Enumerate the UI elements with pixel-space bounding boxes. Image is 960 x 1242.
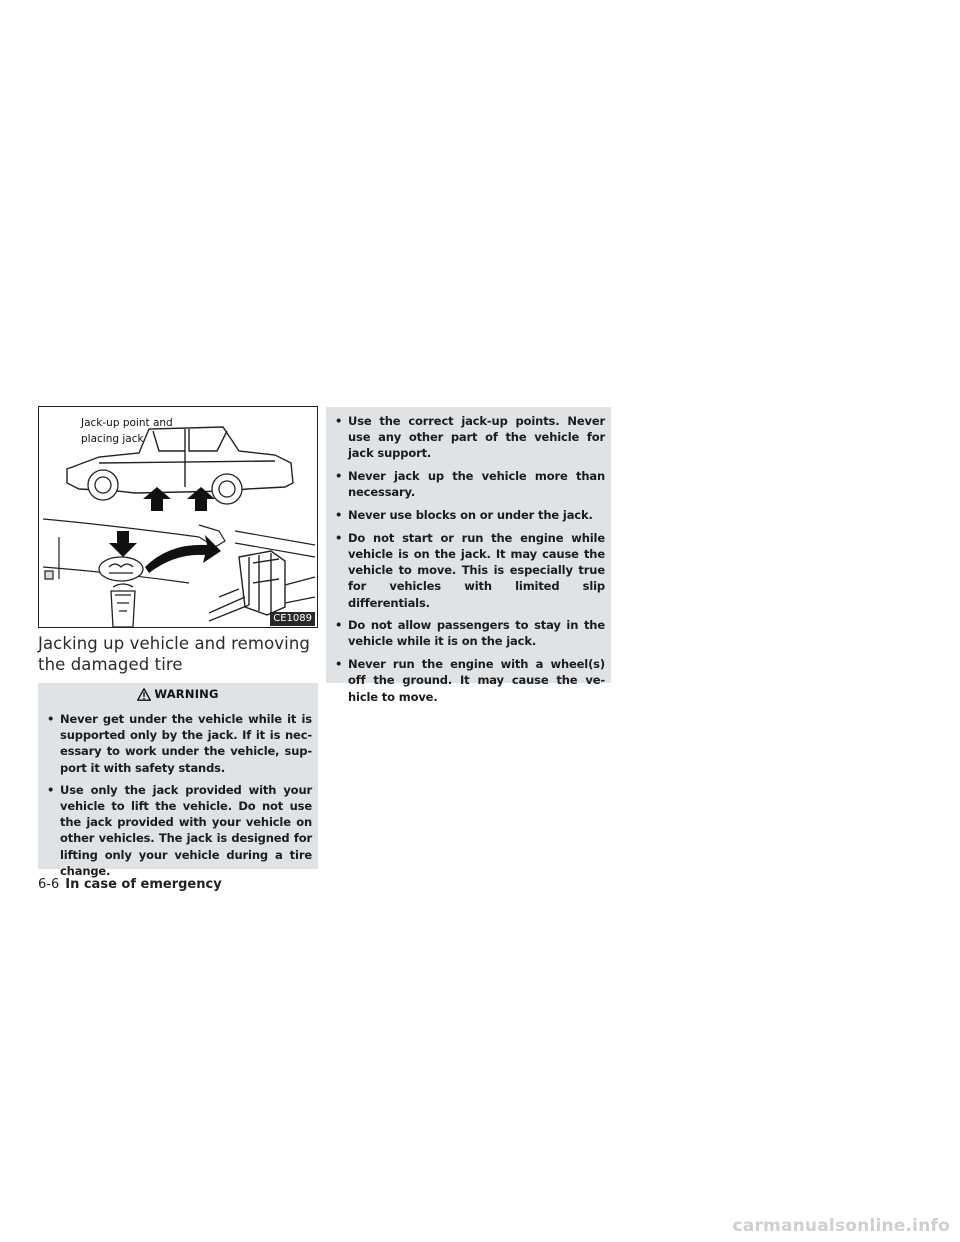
- list-item: • Never run the engine with a wheel(s) off the ground. It may cause the ve-hicle to move.: [334, 656, 605, 705]
- jack-small: [111, 584, 135, 627]
- chapter-title: In case of emergency: [65, 877, 222, 892]
- list-item: • Never jack up the vehicle more than necessary.: [334, 468, 605, 500]
- jack-point-detail: [99, 557, 143, 581]
- page-footer: [38, 877, 222, 892]
- warning-list-left: [38, 711, 318, 879]
- down-arrow: [109, 531, 137, 557]
- warning-box-right: [326, 407, 611, 704]
- list-item: • Do not start or run the engine while vehicle is on the jack. It may cause the vehicle to move. This is especially true for vehicles with limited slip differentials.: [334, 530, 605, 611]
- figure-code: CE1089: [270, 612, 315, 626]
- list-item: • Do not allow passengers to stay in the vehicle while it is on the jack.: [334, 617, 605, 649]
- jack-large: [209, 551, 315, 621]
- figure-caption: Jack-up point and placing jack: [81, 417, 173, 445]
- curved-arrow: [145, 535, 221, 573]
- warning-box-left: [38, 683, 318, 878]
- warning-label: WARNING: [154, 687, 219, 701]
- warning-list-right: [326, 408, 611, 705]
- list-item: • Never get under the vehicle while it is supported only by the jack. If it is nec-essary to work under the vehicle, sup-port it with safety stands.: [46, 711, 312, 776]
- section-title: Jacking up vehicle and removing the damaged tire: [38, 634, 310, 674]
- list-item: • Use the correct jack-up points. Never use any other part of the vehicle for jack support.: [334, 413, 605, 462]
- list-item: • Never use blocks on or under the jack.: [334, 507, 605, 523]
- jack-point-arrows: [143, 487, 215, 511]
- page-number: 6-6: [38, 877, 60, 892]
- warning-header: [38, 683, 318, 705]
- list-item: • Use only the jack provided with your vehicle to lift the vehicle. Do not use the jack provided with your vehicle on other vehicles. The jack is designed for lifting only your vehicle during a tire change.: [46, 782, 312, 879]
- watermark: carmanualsonline.info: [732, 1216, 950, 1236]
- warning-triangle-icon: [137, 688, 151, 701]
- jack-up-illustration: [38, 406, 318, 628]
